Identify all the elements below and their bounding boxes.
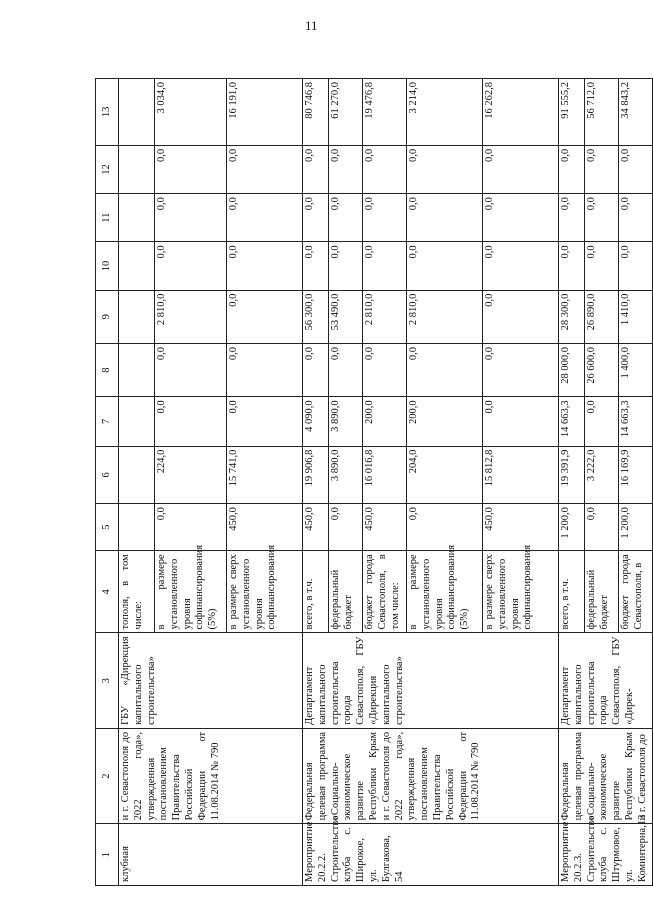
- amount-cell: 0,0: [227, 397, 303, 446]
- amount-cell: 1 200,0: [559, 504, 585, 551]
- amount-cell: [119, 446, 155, 503]
- amount-cell: 0,0: [483, 242, 559, 290]
- amount-cell: 0,0: [303, 145, 329, 193]
- amount-cell: 224,0: [155, 446, 227, 503]
- total-cell: 19 476,8: [363, 79, 407, 146]
- total-cell: 3 214,0: [407, 79, 483, 146]
- amount-cell: 0,0: [363, 343, 407, 396]
- amount-cell: 0,0: [329, 145, 363, 193]
- event-cell: Мероприятие 20.2.3. Строительство клуба с. Штурмовое, ул. Коминтерна,13: [559, 824, 653, 886]
- table-row: [119, 79, 155, 886]
- amount-cell: 3 890,0: [329, 446, 363, 503]
- amount-cell: 0,0: [483, 397, 559, 446]
- amount-cell: 0,0: [155, 242, 227, 290]
- amount-cell: 0,0: [585, 397, 619, 446]
- amount-cell: 19 906,8: [303, 446, 329, 503]
- amount-cell: [119, 194, 155, 242]
- amount-cell: 26 600,0: [585, 343, 619, 396]
- amount-cell: 0,0: [227, 194, 303, 242]
- amount-cell: 2 810,0: [407, 290, 483, 343]
- event-cell: клубная: [119, 824, 303, 886]
- amount-cell: 53 490,0: [329, 290, 363, 343]
- amount-cell: 0,0: [227, 290, 303, 343]
- amount-cell: 0,0: [407, 194, 483, 242]
- header-cell: 3: [96, 633, 119, 728]
- amount-cell: 0,0: [227, 343, 303, 396]
- total-cell: 80 746,8: [303, 79, 329, 146]
- header-cell: 10: [96, 242, 119, 290]
- amount-cell: 0,0: [303, 343, 329, 396]
- amount-cell: 0,0: [559, 194, 585, 242]
- table-row: [559, 79, 585, 886]
- funding-source-cell: федеральный бюджет: [585, 551, 619, 633]
- funding-source-cell: всего, в т.ч.: [303, 551, 329, 633]
- header-cell: 7: [96, 397, 119, 446]
- amount-cell: [119, 504, 155, 551]
- page-number: 11: [305, 18, 318, 33]
- amount-cell: 26 890,0: [585, 290, 619, 343]
- amount-cell: 1 410,0: [619, 290, 653, 343]
- amount-cell: [119, 397, 155, 446]
- rotated-table-wrapper: [95, 78, 648, 886]
- header-cell: 9: [96, 290, 119, 343]
- funding-source-cell: бюджет города Севастополя, в: [619, 551, 653, 633]
- header-cell: 6: [96, 446, 119, 503]
- total-cell: 16 191,0: [227, 79, 303, 146]
- total-cell: 61 270,0: [329, 79, 363, 146]
- program-cell: Федеральная целевая программа «Социально-экономическое развитие Республики Крым и г. Севастополя до 2022 года», утвержденная постановлением Правительства Российской Федерации от 11.08.2014 № 790: [303, 728, 559, 823]
- amount-cell: 0,0: [585, 504, 619, 551]
- amount-cell: 0,0: [407, 504, 483, 551]
- amount-cell: 0,0: [329, 343, 363, 396]
- amount-cell: 0,0: [227, 242, 303, 290]
- amount-cell: 200,0: [407, 397, 483, 446]
- amount-cell: 14 663,3: [619, 397, 653, 446]
- header-cell: 1: [96, 824, 119, 886]
- amount-cell: 1 400,0: [619, 343, 653, 396]
- amount-cell: 28 000,0: [559, 343, 585, 396]
- amount-cell: 19 391,9: [559, 446, 585, 503]
- amount-cell: 0,0: [619, 145, 653, 193]
- amount-cell: 16 169,9: [619, 446, 653, 503]
- funding-source-cell: в размере сверх установленного уровня софинансирования: [227, 551, 303, 633]
- total-cell: [119, 79, 155, 146]
- funding-source-cell: федеральный бюджет: [329, 551, 363, 633]
- amount-cell: [119, 242, 155, 290]
- amount-cell: 0,0: [363, 242, 407, 290]
- amount-cell: 2 810,0: [155, 290, 227, 343]
- amount-cell: 0,0: [619, 194, 653, 242]
- amount-cell: 15 741,0: [227, 446, 303, 503]
- amount-cell: 0,0: [407, 343, 483, 396]
- amount-cell: 0,0: [585, 194, 619, 242]
- amount-cell: 0,0: [559, 242, 585, 290]
- amount-cell: 0,0: [585, 145, 619, 193]
- amount-cell: 0,0: [227, 145, 303, 193]
- funding-source-cell: в размере сверх установленного уровня софинансирования: [483, 551, 559, 633]
- amount-cell: 0,0: [155, 145, 227, 193]
- header-cell: 11: [96, 194, 119, 242]
- amount-cell: [119, 145, 155, 193]
- amount-cell: 0,0: [303, 242, 329, 290]
- executor-cell: Департамент капитального строительства города Севастополя, ГБУ «Дирекция капитального строительства»: [303, 633, 559, 728]
- amount-cell: 0,0: [363, 194, 407, 242]
- amount-cell: 0,0: [483, 290, 559, 343]
- total-cell: 16 262,8: [483, 79, 559, 146]
- funding-source-cell: в размере установленного уровня софинансирования (5%): [407, 551, 483, 633]
- amount-cell: 14 663,3: [559, 397, 585, 446]
- funding-source-cell: всего, в т.ч.: [559, 551, 585, 633]
- amount-cell: 3 890,0: [329, 397, 363, 446]
- amount-cell: 1 200,0: [619, 504, 653, 551]
- event-cell: Мероприятие 20.2.2. Строительство клуба с. Широкое, ул. Булгакова, 54: [303, 824, 559, 886]
- total-cell: 3 034,0: [155, 79, 227, 146]
- amount-cell: 0,0: [329, 242, 363, 290]
- total-cell: 56 712,0: [585, 79, 619, 146]
- amount-cell: 0,0: [155, 194, 227, 242]
- amount-cell: 0,0: [155, 397, 227, 446]
- amount-cell: 0,0: [483, 194, 559, 242]
- amount-cell: 204,0: [407, 446, 483, 503]
- amount-cell: 28 300,0: [559, 290, 585, 343]
- amount-cell: 450,0: [363, 504, 407, 551]
- amount-cell: 0,0: [407, 145, 483, 193]
- amount-cell: 0,0: [329, 194, 363, 242]
- amount-cell: 15 812,8: [483, 446, 559, 503]
- funding-source-cell: тополя, в том числе:: [119, 551, 155, 633]
- amount-cell: 450,0: [227, 504, 303, 551]
- table-row: [303, 79, 329, 886]
- amount-cell: 0,0: [483, 343, 559, 396]
- header-row: [96, 79, 119, 886]
- amount-cell: 3 222,0: [585, 446, 619, 503]
- funding-source-cell: бюджет города Севастополя, в том числе:: [363, 551, 407, 633]
- amount-cell: 0,0: [559, 145, 585, 193]
- amount-cell: 4 090,0: [303, 397, 329, 446]
- program-cell: и г. Севастополя до 2022 года», утвержденная постановлением Правительства Российской Федерации от 11.08.2014 № 790: [119, 728, 303, 823]
- amount-cell: 0,0: [155, 504, 227, 551]
- amount-cell: 0,0: [329, 504, 363, 551]
- executor-cell: Департамент капитального строительства города Севастополя, ГБУ «Дирек-: [559, 633, 653, 728]
- total-cell: 34 843,2: [619, 79, 653, 146]
- program-cell: Федеральная целевая программа «Социально-экономическое развитие Республики Крым и г. Севастополя до: [559, 728, 653, 823]
- amount-cell: 2 810,0: [363, 290, 407, 343]
- total-cell: 91 555,2: [559, 79, 585, 146]
- amount-cell: 56 300,0: [303, 290, 329, 343]
- amount-cell: 0,0: [585, 242, 619, 290]
- amount-cell: 16 016,8: [363, 446, 407, 503]
- amount-cell: 0,0: [407, 242, 483, 290]
- executor-cell: ГБУ «Дирекция капитального строительства»: [119, 633, 303, 728]
- header-cell: 8: [96, 343, 119, 396]
- amount-cell: 450,0: [303, 504, 329, 551]
- header-cell: 4: [96, 551, 119, 633]
- amount-cell: [119, 290, 155, 343]
- amount-cell: 450,0: [483, 504, 559, 551]
- header-cell: 5: [96, 504, 119, 551]
- amount-cell: 0,0: [619, 242, 653, 290]
- amount-cell: [119, 343, 155, 396]
- amount-cell: 200,0: [363, 397, 407, 446]
- amount-cell: 0,0: [303, 194, 329, 242]
- funding-source-cell: в размере установленного уровня софинансирования (5%): [155, 551, 227, 633]
- header-cell: 13: [96, 79, 119, 146]
- amount-cell: 0,0: [363, 145, 407, 193]
- amount-cell: 0,0: [483, 145, 559, 193]
- amount-cell: 0,0: [155, 343, 227, 396]
- budget-table: [95, 78, 653, 886]
- header-cell: 12: [96, 145, 119, 193]
- table-body: [96, 79, 653, 886]
- header-cell: 2: [96, 728, 119, 823]
